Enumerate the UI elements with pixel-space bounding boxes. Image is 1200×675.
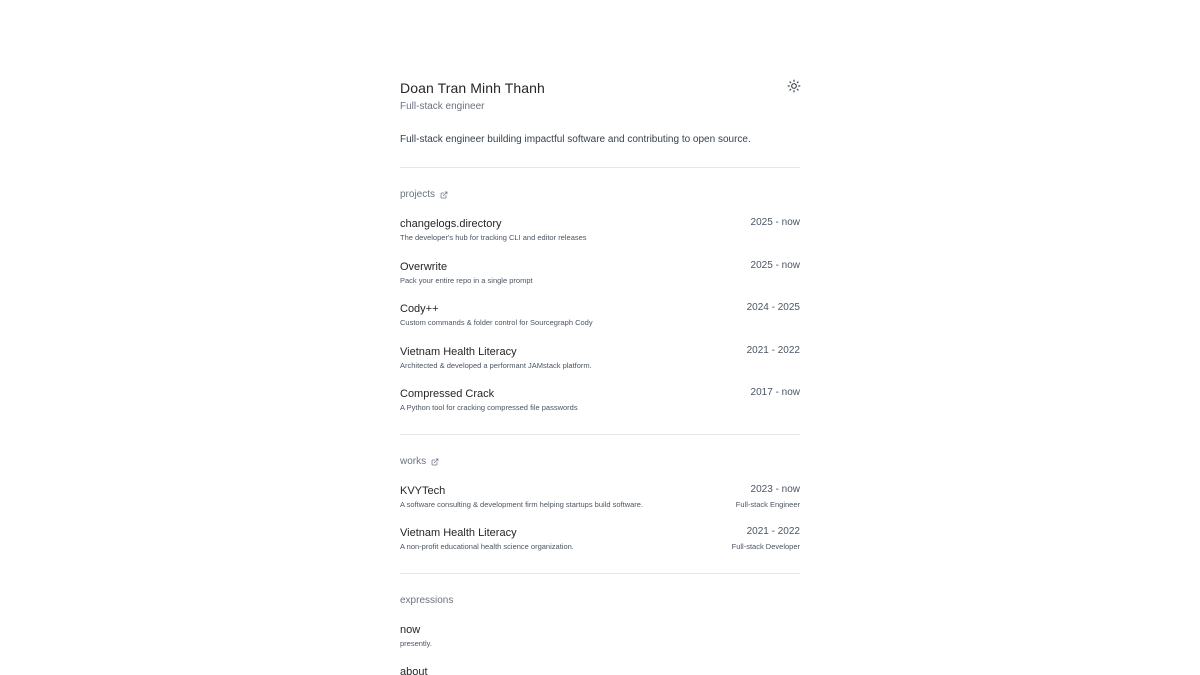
project-description: Architected & developed a performant JAMstack platform. <box>400 361 592 370</box>
expression-description: presently. <box>400 639 432 648</box>
project-item[interactable] <box>400 217 800 249</box>
profile-name: Doan Tran Minh Thanh <box>400 80 545 96</box>
expression-item[interactable] <box>400 623 800 655</box>
divider <box>400 167 800 168</box>
project-item[interactable] <box>400 345 800 377</box>
projects-section-link[interactable] <box>400 189 448 201</box>
external-link-icon <box>431 458 439 466</box>
project-item[interactable] <box>400 387 800 419</box>
divider <box>400 573 800 574</box>
project-title: Vietnam Health Literacy <box>400 346 517 358</box>
project-item[interactable] <box>400 260 800 292</box>
expression-title: about <box>400 666 428 675</box>
project-date: 2025 - now <box>750 260 800 271</box>
project-description: Custom commands & folder control for Sourcegraph Cody <box>400 318 593 327</box>
work-description: A non-profit educational health science organization. <box>400 542 574 551</box>
work-item[interactable] <box>400 484 800 516</box>
work-title: Vietnam Health Literacy <box>400 527 517 539</box>
project-title: Compressed Crack <box>400 388 495 400</box>
project-title: Overwrite <box>400 261 448 273</box>
project-item[interactable] <box>400 302 800 334</box>
projects-label: projects <box>400 189 436 200</box>
work-position: Full-stack Developer <box>731 542 800 551</box>
project-description: Pack your entire repo in a single prompt <box>400 276 533 285</box>
work-description: A software consulting & development firm helping startups build software. <box>400 500 644 509</box>
expressions-section-label <box>400 595 453 607</box>
project-date: 2017 - now <box>750 387 800 398</box>
expression-title: now <box>400 624 421 636</box>
works-label: works <box>400 456 427 467</box>
external-link-icon <box>440 191 448 199</box>
project-title: Cody++ <box>400 303 439 315</box>
project-description: A Python tool for cracking compressed file passwords <box>400 403 578 412</box>
project-date: 2025 - now <box>750 217 800 228</box>
project-date: 2021 - 2022 <box>746 345 800 356</box>
expressions-label: expressions <box>400 595 454 606</box>
work-position: Full-stack Engineer <box>735 500 800 509</box>
project-description: The developer's hub for tracking CLI and editor releases <box>400 233 587 242</box>
project-title: changelogs.directory <box>400 218 502 230</box>
work-title: KVYTech <box>400 485 446 497</box>
work-date: 2023 - now <box>750 484 800 495</box>
work-date: 2021 - 2022 <box>746 526 800 537</box>
divider <box>400 434 800 435</box>
works-section-link[interactable] <box>400 456 439 468</box>
profile-bio: Full-stack engineer building impactful software and contributing to open source. <box>400 134 751 145</box>
work-item[interactable] <box>400 526 800 558</box>
profile-role: Full-stack engineer <box>400 101 485 112</box>
profile-header <box>400 80 800 113</box>
project-date: 2024 - 2025 <box>746 302 800 313</box>
expression-item[interactable] <box>400 665 800 675</box>
